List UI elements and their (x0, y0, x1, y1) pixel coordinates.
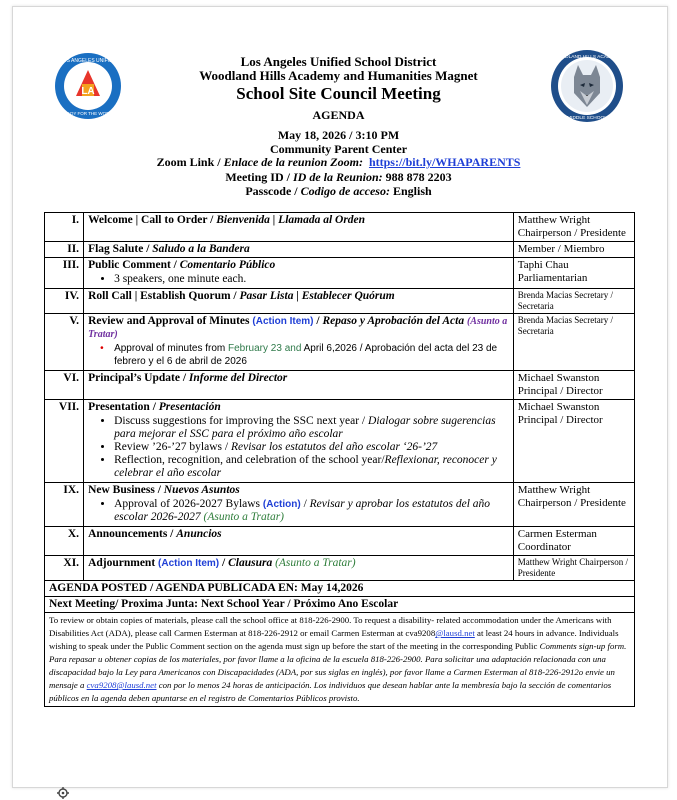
agenda-row: V. Review and Approval of Minutes (Action Item) / Repaso y Aprobación del Acta (Asunto a Tratar) • Approval of minutes from February 23 and April 6,2026 / Aprobación del acta del 23 de febrero y el 6 de abril de 2026 Brenda Macias Secretary / Secretaria (45, 314, 635, 371)
item-presenter: Brenda Macias Secretary / Secretaria (513, 289, 634, 314)
item-number: IV. (45, 289, 84, 314)
item-presenter: Michael Swanston Principal / Director (513, 400, 634, 483)
item-title-es: Informe del Director (188, 372, 288, 384)
agenda-row (45, 258, 635, 289)
item-title: New Business / (88, 484, 164, 496)
lausd-logo-bottom-text: READY FOR THE WORLD (60, 111, 116, 116)
action-tag: (Action) (262, 499, 301, 510)
list-item: • Approval of 2026-2027 Bylaws (Action) / Revisar y aprobar los estatutos del año escolar 2026-2027 (Asunto a Tratar) (114, 498, 509, 524)
list-item: • Review ’26-’27 bylaws / Revisar los estatutos del año escolar ‘26-’27 (114, 441, 509, 454)
asunto-tag: (Asunto a Tratar) (275, 557, 356, 569)
meeting-location: Community Parent Center (269, 142, 408, 156)
agenda-label: AGENDA (312, 108, 365, 122)
list-item: • Discuss suggestions for improving the SSC next year / Dialogar sobre sugerencias para mejorar el SSC para el próximo año escolar (114, 415, 509, 441)
passcode-line (0, 184, 677, 199)
meeting-id-label-es: ID de la Reunion: (292, 170, 383, 184)
item-title-es: Bienvenida | Llamada al Orden (216, 214, 366, 226)
settings-icon[interactable] (55, 786, 71, 800)
zoom-line (0, 155, 677, 170)
item-number: VII. (45, 400, 84, 483)
lausd-logo-top-text: LOS ANGELES UNIFIED (59, 58, 117, 64)
item-presenter: Michael Swanston Principal / Director (513, 371, 634, 400)
passcode-value: English (392, 184, 432, 198)
meeting-title: School Site Council Meeting (236, 84, 441, 103)
item-title-es: Saludo a la Bandera (152, 243, 250, 255)
district-name: Los Angeles Unified School District (240, 54, 437, 69)
item-number: II. (45, 242, 84, 258)
email-link[interactable]: @lausd.net (435, 628, 475, 638)
item-title: Adjournment (88, 557, 159, 569)
next-meeting-row (45, 597, 635, 613)
item-presenter: Matthew Wright Chairperson / Presidente (513, 213, 634, 242)
meeting-id-line (0, 170, 677, 185)
item-presenter: Member / Miembro (513, 242, 634, 258)
zoom-label-es: Enlace de la reunion Zoom: (223, 155, 363, 169)
item-number: I. (45, 213, 84, 242)
zoom-link[interactable]: https://bit.ly/WHAPARENTS (368, 155, 521, 169)
item-presenter: Matthew Wright Chairperson / Presidente (513, 556, 634, 581)
item-number: VI. (45, 371, 84, 400)
agenda-row: XI. Adjournment (Action Item) / Clausura (Asunto a Tratar) Matthew Wright Chairperson / Presidente (45, 556, 635, 581)
item-number: X. (45, 527, 84, 556)
agenda-row (45, 527, 635, 556)
item-title-es: Comentario Público (179, 259, 276, 271)
agenda-row (45, 371, 635, 400)
item-title: Public Comment / (88, 259, 180, 271)
agenda-posted: AGENDA POSTED / AGENDA PUBLICADA EN: May 14,2026 (45, 581, 635, 597)
wha-logo-top-text: WOODLAND HILLS ACADEMY (553, 55, 621, 60)
passcode-label-es: Codigo de acceso: (300, 184, 390, 198)
item-presenter: Taphi Chau Parliamentarian (513, 258, 634, 289)
meeting-id-label: Meeting ID / (225, 170, 293, 184)
wha-logo-bottom-text: MIDDLE SCHOOL (567, 116, 607, 121)
action-item-tag: (Action Item) (158, 558, 220, 569)
action-item-tag: (Action Item) (252, 316, 314, 327)
item-title-es: Anuncios (176, 528, 222, 540)
list-item: • Reflection, recognition, and celebration of the school year/Reflexionar, reconocer y celebrar el año escolar (114, 454, 509, 480)
item-number: IX. (45, 483, 84, 527)
accessibility-notes: To review or obtain copies of materials, please call the school office at 818-226-2900. To request a disability- related accommodation under the Americans with Disabilities Act (ADA), please call Carmen Esterman at 818-226-2912 or email Carmen Esterman at cva9208@lausd.net at least 24 hours in advance. Individuals wishing to speak under the Public Comment section on the agenda must sign up before the start of the meeting in the corresponding Public Comments sign-up form. Para repasar u obtener copias de los materiales, por favor llame a la oficina de la escuela 818-226-2900. Para solicitar una adaptación relacionada con una discapacidad bajo la Ley para Americanos con Discapacidades (ADA, por sus siglas en inglés), por favor llame a Carmen Esterman al 818-226-2912o envie un mensaje a cva9208@lausd.net con por lo menos 24 horas de anticipación. Los individuos que desean hablar ante la membresía bajo la sección de comentarios públicos en la agenda deben apuntarse en el registro de Comentarios Públicos provisto. (45, 613, 635, 707)
item-title: Principal’s Update / (88, 372, 189, 384)
item-title: Presentation / (88, 401, 159, 413)
item-presenter: Matthew Wright Chairperson / Presidente (513, 483, 634, 527)
lausd-monogram: LA (81, 86, 95, 97)
item-title-es: Repaso y Aprobación del Acta (322, 315, 465, 327)
agenda-table (44, 212, 635, 707)
item-number: III. (45, 258, 84, 289)
zoom-label: Zoom Link / (156, 155, 224, 169)
item-title: Review and Approval of Minutes (88, 315, 253, 327)
item-presenter: Carmen Esterman Coordinator (513, 527, 634, 556)
item-number: XI. (45, 556, 84, 581)
list-item: • Approval of minutes from February 23 and April 6,2026 / Aprobación del acta del 23 de febrero y el 6 de abril de 2026 (114, 342, 509, 368)
item-title: Flag Salute / (88, 243, 153, 255)
agenda-row (45, 483, 635, 527)
item-title: Welcome | Call to Order / (88, 214, 217, 226)
list-item: • 3 speakers, one minute each. (114, 273, 509, 286)
meeting-date-time: May 18, 2026 / 3:10 PM (277, 128, 400, 142)
notes-row (45, 613, 635, 707)
item-number: V. (45, 314, 84, 371)
agenda-posted-row (45, 581, 635, 597)
item-title-es: Nuevos Asuntos (163, 484, 240, 496)
agenda-row (45, 242, 635, 258)
agenda-row (45, 289, 635, 314)
email-link-es[interactable]: cva9208@lausd.net (86, 680, 157, 690)
meeting-id-value: 988 878 2203 (385, 170, 452, 184)
agenda-row (45, 213, 635, 242)
item-title: Roll Call | Establish Quorum / (88, 290, 240, 302)
asunto-tag: (Asunto a Tratar) (203, 511, 285, 523)
agenda-row (45, 400, 635, 483)
item-title-es: Pasar Lista | Establecer Quórum (239, 290, 395, 302)
item-title: Announcements / (88, 528, 177, 540)
next-meeting: Next Meeting/ Proxima Junta: Next School Year / Próximo Ano Escolar (45, 597, 635, 613)
asunto-tag: (Asunto a Tratar) (88, 316, 508, 340)
item-title-es: Clausura (228, 557, 276, 569)
passcode-label: Passcode / (245, 184, 301, 198)
item-presenter: Brenda Macias Secretary / Secretaria (513, 314, 634, 371)
school-name: Woodland Hills Academy and Humanities Magnet (199, 68, 478, 83)
item-title-es: Presentación (158, 401, 221, 413)
